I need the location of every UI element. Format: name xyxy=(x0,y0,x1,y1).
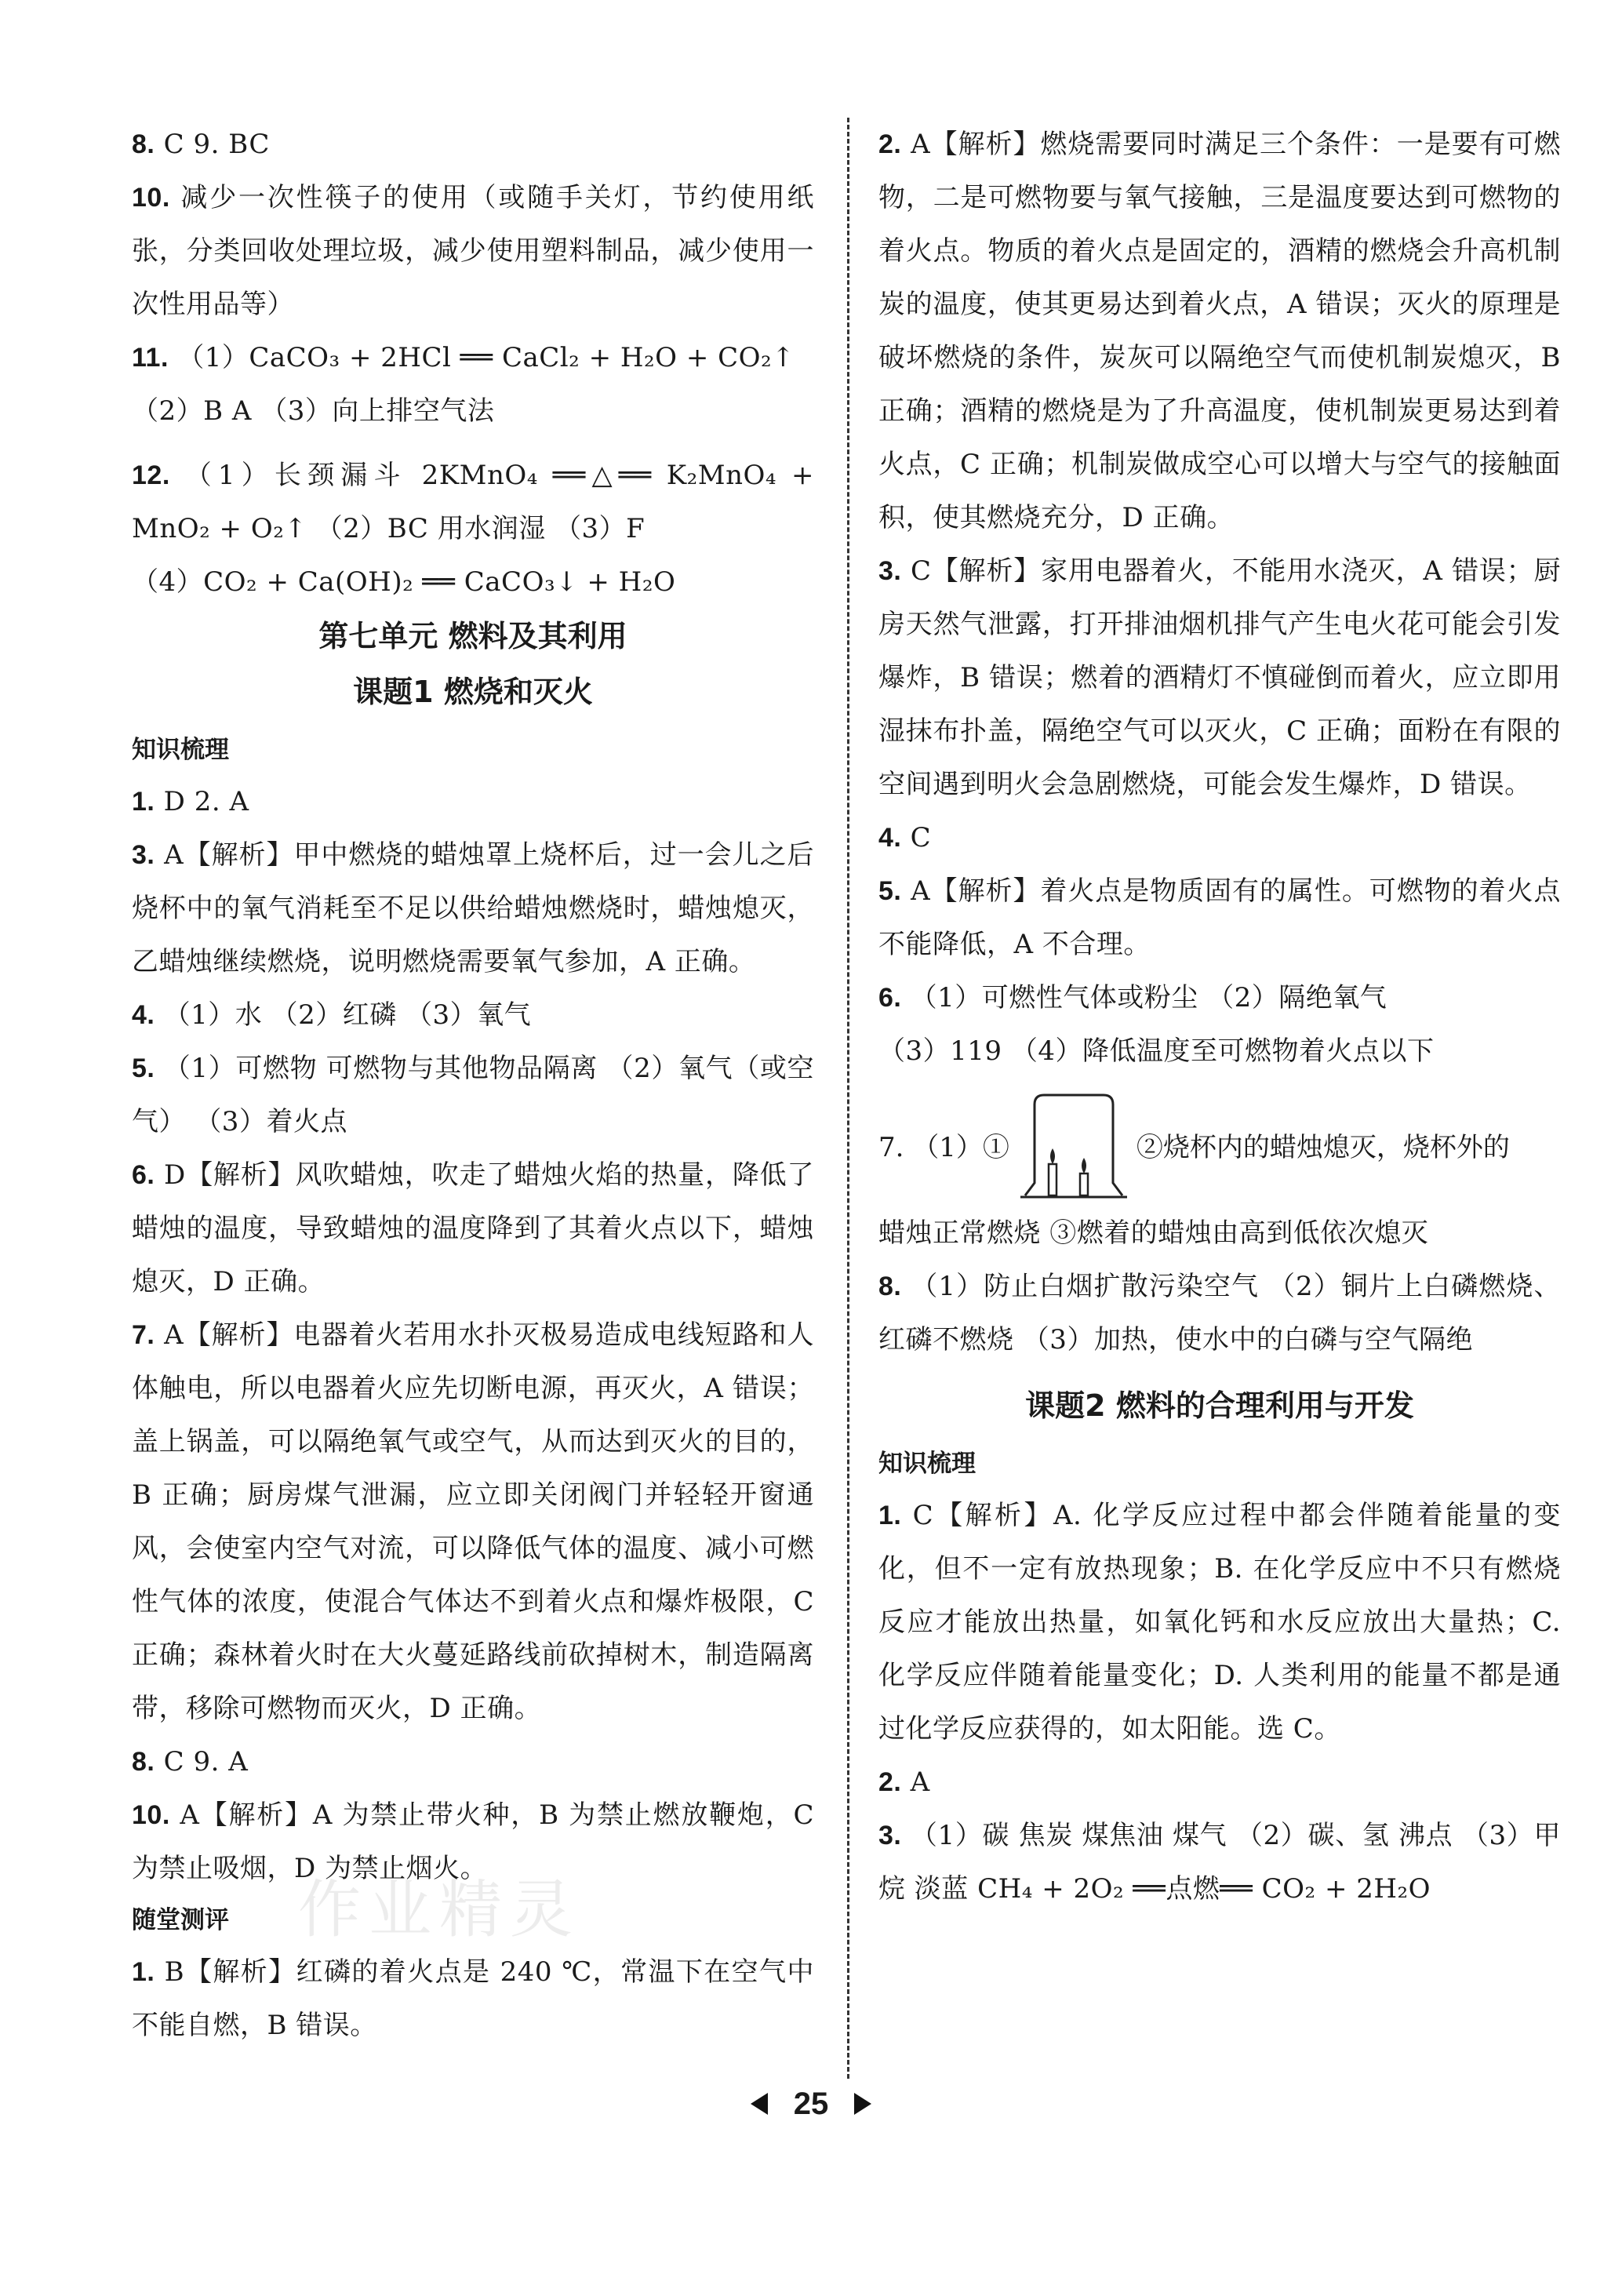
lesson-2-title: 课题2 燃料的合理利用与开发 xyxy=(1025,1388,1414,1423)
test-answer-1: 1. B【解析】红磷的着火点是 240 ℃，常温下在空气中不能自燃，B 错误。 xyxy=(132,1956,814,2041)
lesson2-answer-1: 1. C【解析】A. 化学反应过程中都会伴随着能量的变化，但不一定有放热现象；B. 在化学反应中不只有燃烧反应才能放出热量，如氧化钙和水反应放出大量热；C. 化学反应伴随着能量变化；D. 人类利用的能量不都是通过化学反应获得的，如太阳能。选 C。 xyxy=(878,1500,1561,1745)
test-answer-8: 8. （1）防止白烟扩散污染空气 （2）铜片上白磷燃烧、红磷不燃烧 （3）加热，使水中的白磷与空气隔绝 xyxy=(878,1271,1561,1355)
lesson2-answer-3: 3. （1）碳 焦炭 煤焦油 煤气 （2）碳、氢 沸点 （3）甲烷 淡蓝 CH₄ + 2O₂ ══点燃══ CO₂ + 2H₂O xyxy=(878,1820,1561,1905)
test-answer-2: 2. A【解析】燃烧需要同时满足三个条件：一是要有可燃物，二是可燃物要与氧气接触，三是温度要达到可燃物的着火点。物质的着火点是固定的，酒精的燃烧会升高机制炭的温度，使其更易达到着火点，A 错误；灭火的原理是破坏燃烧的条件，炭灰可以隔绝空气而使机制炭熄灭，B 正确；酒精的燃烧是为了升高温度，使机制炭更易达到着火点，C 正确；机制炭做成空心可以增大与空气的接触面积，使其燃烧充分，D 正确。 xyxy=(878,129,1561,533)
test-answer-5: 5. A【解析】着火点是物质固有的属性。可燃物的着火点不能降低，A 不合理。 xyxy=(878,875,1561,960)
column-divider xyxy=(847,118,849,2079)
answer-12: 12. （1）长颈漏斗 2KMnO₄ ══△══ K₂MnO₄ + MnO₂ + O₂↑ （2）BC 用水润湿 （3）F xyxy=(132,460,814,544)
next-page-icon[interactable] xyxy=(854,2093,871,2115)
right-column xyxy=(878,118,1561,1916)
watermark: 作业精灵 xyxy=(298,1873,580,1946)
lesson-1-title: 课题1 燃烧和灭火 xyxy=(353,675,593,709)
answer-10b: 10. A【解析】A 为禁止带火种，B 为禁止燃放鞭炮，C 为禁止吸烟，D 为禁止烟火。 xyxy=(132,1799,814,1884)
test-answer-6-cont: （3）119 （4）降低温度至可燃物着火点以下 xyxy=(878,1035,1435,1067)
prev-page-icon[interactable] xyxy=(751,2093,768,2115)
answer-7: 7. A【解析】电器着火若用水扑灭极易造成电线短路和人体触电，所以电器着火应先切断电源，再灭火，A 错误；盖上锅盖，可以隔绝氧气或空气，从而达到灭火的目的，B 正确；厨房煤气泄漏，应立即关闭阀门并轻轻开窗通风，会使室内空气对流，可以降低气体的温度、减小可燃性气体的浓度，使混合气体达不到着火点和爆炸极限，C 正确；森林着火时在大火蔓延路线前砍掉树木，制造隔离带，移除可燃物而灭火，D 正确。 xyxy=(132,1319,814,1724)
unit-title: 第七单元 燃料及其利用 xyxy=(318,619,627,653)
section-knowledge-2: 知识梳理 xyxy=(878,1450,976,1478)
page-number: 25 xyxy=(793,2086,829,2121)
test-answer-6: 6. （1）可燃性气体或粉尘 （2）隔绝氧气 xyxy=(878,982,1387,1013)
answer-8-9b: 8. C 9. A xyxy=(132,1746,249,1777)
section-knowledge: 知识梳理 xyxy=(132,736,229,764)
answer-7-part2: ②烧杯内的蜡烛熄灭，烧杯外的 xyxy=(1136,1132,1510,1163)
beaker-candles-figure xyxy=(1019,1089,1129,1206)
answer-11-2: （2）B A （3）向上排空气法 xyxy=(132,395,495,427)
answer-7-row xyxy=(878,1089,1561,1206)
answer-12-4: （4）CO₂ + Ca(OH)₂ ══ CaCO₃↓ + H₂O xyxy=(132,566,676,598)
section-test: 随堂测评 xyxy=(132,1906,229,1934)
test-answer-3: 3. C【解析】家用电器着火，不能用水浇灭，A 错误；厨房天然气泄露，打开排油烟机排气产生电火花可能会引发爆炸，B 错误；燃着的酒精灯不慎碰倒而着火，应立即用湿抹布扑盖，隔绝空气可以灭火，C 正确；面粉在有限的空间遇到明火会急剧燃烧，可能会发生爆炸，D 错误。 xyxy=(878,555,1561,800)
answer-8-9: 8. C 9. BC xyxy=(132,129,270,160)
answer-4: 4. （1）水 （2）红磷 （3）氧气 xyxy=(132,999,532,1031)
answer-5: 5. （1）可燃物 可燃物与其他物品隔离 （2）氧气（或空气） （3）着火点 xyxy=(132,1053,814,1137)
page-footer xyxy=(0,2085,1622,2122)
answer-1-2: 1. D 2. A xyxy=(132,786,249,817)
answer-7-part1: 7. （1）① xyxy=(878,1132,1009,1163)
answer-11-1: 11. （1）CaCO₃ + 2HCl ══ CaCl₂ + H₂O + CO₂↑ xyxy=(132,342,795,373)
answer-7-cont: 蜡烛正常燃烧 ③燃着的蜡烛由高到低依次熄灭 xyxy=(878,1217,1429,1249)
test-answer-4: 4. C xyxy=(878,822,932,853)
answer-3: 3. A【解析】甲中燃烧的蜡烛罩上烧杯后，过一会儿之后烧杯中的氧气消耗至不足以供给蜡烛燃烧时，蜡烛熄灭，乙蜡烛继续燃烧，说明燃烧需要氧气参加，A 正确。 xyxy=(132,839,814,977)
left-column xyxy=(132,118,814,2052)
answer-6: 6. D【解析】风吹蜡烛，吹走了蜡烛火焰的热量，降低了蜡烛的温度，导致蜡烛的温度降到了其着火点以下，蜡烛熄灭，D 正确。 xyxy=(132,1159,814,1297)
lesson2-answer-2: 2. A xyxy=(878,1767,930,1798)
answer-10: 10. 减少一次性筷子的使用（或随手关灯，节约使用纸张，分类回收处理垃圾，减少使用塑料制品，减少使用一次性用品等） xyxy=(132,182,814,320)
